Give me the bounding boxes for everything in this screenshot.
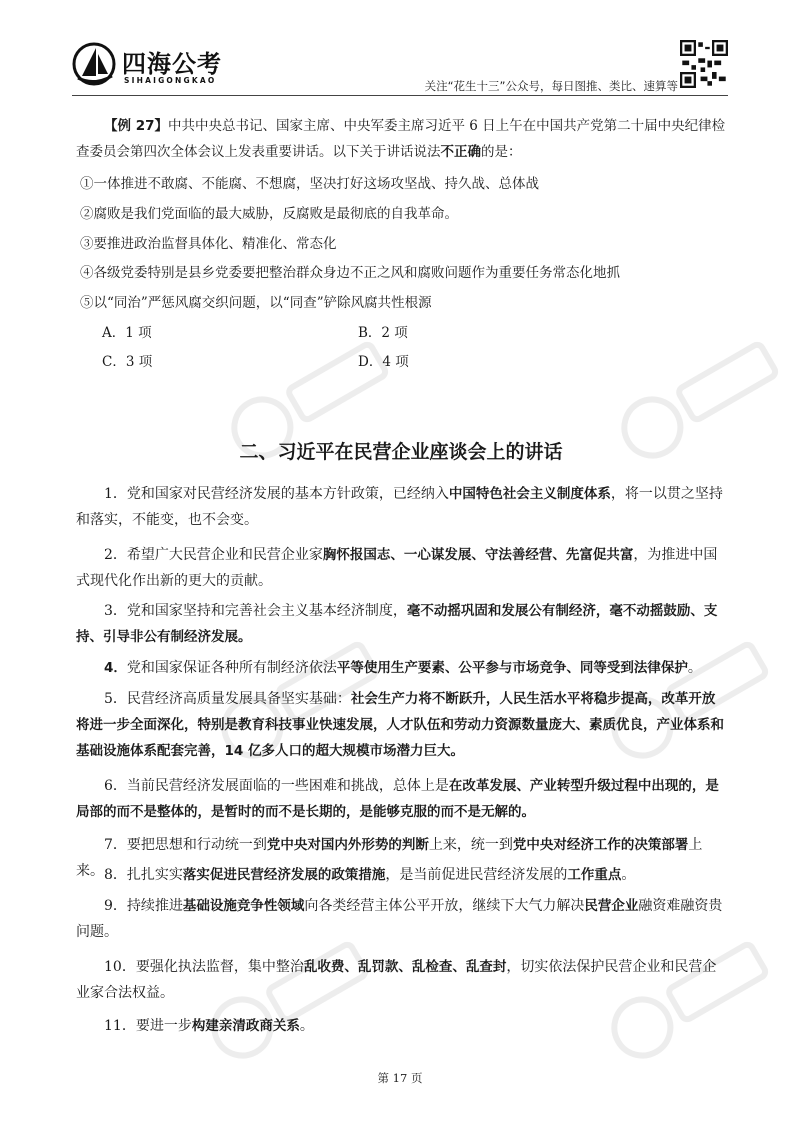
point-key: 基础设施竞争性领域: [182, 898, 305, 914]
point-text: 5．民营经济高质量发展具备坚实基础：: [104, 691, 351, 707]
question-stem: [76, 113, 726, 165]
point-text: 8．扎扎实实: [104, 867, 183, 883]
point-text: 7．要把思想和行动统一到: [104, 837, 267, 853]
point-key: 落实促进民营经济发展的政策措施: [182, 867, 386, 883]
point-key: 党中央对国内外形势的判断: [266, 837, 429, 853]
point-key: 毫不动摇巩固和发展公有制经济，毫不动摇鼓励、支持、引导非公有制经济发展。: [76, 603, 718, 645]
point-5: [76, 686, 726, 764]
question-item: ②腐败是我们党面临的最大威胁，反腐败是最彻底的自我革命。: [80, 206, 458, 222]
point-text: 11．要进一步: [104, 1018, 192, 1034]
point-10: [76, 954, 726, 1006]
point-11: [76, 1013, 726, 1039]
question-item: ③要推进政治监督具体化、精准化、常态化: [80, 236, 337, 252]
question-stem-end: 的是：: [481, 144, 522, 160]
point-text: 9．持续推进: [104, 898, 183, 914]
point-2: [76, 542, 726, 594]
point-key: 中国特色社会主义制度体系: [448, 486, 611, 502]
question-item: ④各级党委特别是县乡党委要把整治群众身边不正之风和腐败问题作为重要任务常态化地抓: [80, 265, 620, 281]
point-key: 胸怀报国志、一心谋发展、守法善经营、先富促共富: [322, 547, 634, 563]
point-text: ，将一以贯之坚持和落实，不能变，也不会变。: [76, 486, 723, 528]
question-stem-emphasis: 不正确: [440, 144, 481, 160]
point-key: 党中央对经济工作的决策部署: [512, 837, 689, 853]
point-key: 构建亲清政商关系: [191, 1018, 300, 1034]
point-key: 在改革发展、产业转型升级过程中出现的，是局部的而不是整体的，是暂时的而不是长期的，是能够克服的而不是无解的。: [76, 778, 719, 820]
point-text: 向各类经营主体公平开放，继续下大气力解决: [304, 898, 585, 914]
option-c: C．3 项: [102, 354, 153, 370]
point-key: 乱收费、乱罚款、乱检查、乱查封: [303, 959, 507, 975]
point-6: [76, 773, 726, 825]
qr-code-icon: [680, 40, 728, 88]
point-key: 平等使用生产要素、公平参与市场竞争、同等受到法律保护: [336, 660, 688, 676]
point-text: 6．当前民营经济发展面临的一些困难和挑战，总体上是: [104, 778, 449, 794]
option-b: B．2 项: [358, 325, 408, 341]
point-text: 融资难融资贵问题。: [76, 898, 723, 940]
question-item: ①一体推进不敢腐、不能腐、不想腐，坚决打好这场攻坚战、持久战、总体战: [80, 176, 539, 192]
page-header: [0, 0, 800, 100]
point-key: 民营企业: [584, 898, 639, 914]
point-9: [76, 893, 726, 945]
section-title: 二、习近平在民营企业座谈会上的讲话: [239, 441, 563, 463]
option-d: D．4 项: [358, 354, 409, 370]
point-text: ，是当前促进民营经济发展的: [385, 867, 568, 883]
point-4: [76, 655, 726, 681]
point-1: [76, 481, 726, 533]
point-text: 。: [299, 1018, 314, 1034]
point-text: ，为推进中国式现代化作出新的更大的贡献。: [76, 547, 718, 589]
question-stem-text: 中共中央总书记、国家主席、中央军委主席习近平 6 日上午在中国共产党第二十届中央纪律检查委员会第四次全体会议上发表重要讲话。以下关于讲话说法: [76, 118, 726, 160]
question-item: ⑤以“同治”严惩风腐交织问题，以“同查”铲除风腐共性根源: [80, 295, 432, 311]
point-8: [76, 862, 726, 888]
question-tag: 【例 27】: [104, 118, 168, 134]
point-text: ，切实依法保护民营企业和民营企业家合法权益。: [76, 959, 717, 1001]
point-text: 。: [621, 867, 636, 883]
point-text: 。: [687, 660, 702, 676]
logo-subtext: SIHAIGONGKAO: [124, 76, 217, 85]
point-text: 10．要强化执法监督，集中整治: [104, 959, 304, 975]
sailboat-logo-icon: [72, 40, 116, 88]
brand-logo: [72, 40, 252, 96]
point-text: 3．党和国家坚持和完善社会主义基本经济制度，: [104, 603, 407, 619]
header-divider: [72, 95, 728, 96]
option-a: A．1 项: [102, 325, 152, 341]
header-tagline: 关注“花生十三”公众号，每日图推、类比、速算等: [424, 79, 678, 93]
point-key: 工作重点: [567, 867, 622, 883]
point-text: 上来。: [76, 837, 703, 879]
point-3: [76, 598, 726, 650]
logo-text: 四海公考: [122, 50, 222, 78]
point-text: 2．希望广大民营企业和民营企业家: [104, 547, 323, 563]
point-key: 社会生产力将不断跃升，人民生活水平将稳步提高，改革开放将进一步全面深化，特别是教育科技事业快速发展，人才队伍和劳动力资源数量庞大、素质优良，产业体系和基础设施体系配套完善，14 亿多人口的超大规模市场潜力巨大。: [76, 691, 724, 759]
point-text: 上来，统一到: [428, 837, 513, 853]
point-number: 4．: [104, 660, 127, 676]
point-text: 1．党和国家对民营经济发展的基本方针政策，已经纳入: [104, 486, 449, 502]
page-number: 第 17 页: [377, 1071, 423, 1085]
point-text: 党和国家保证各种所有制经济依法: [126, 660, 337, 676]
